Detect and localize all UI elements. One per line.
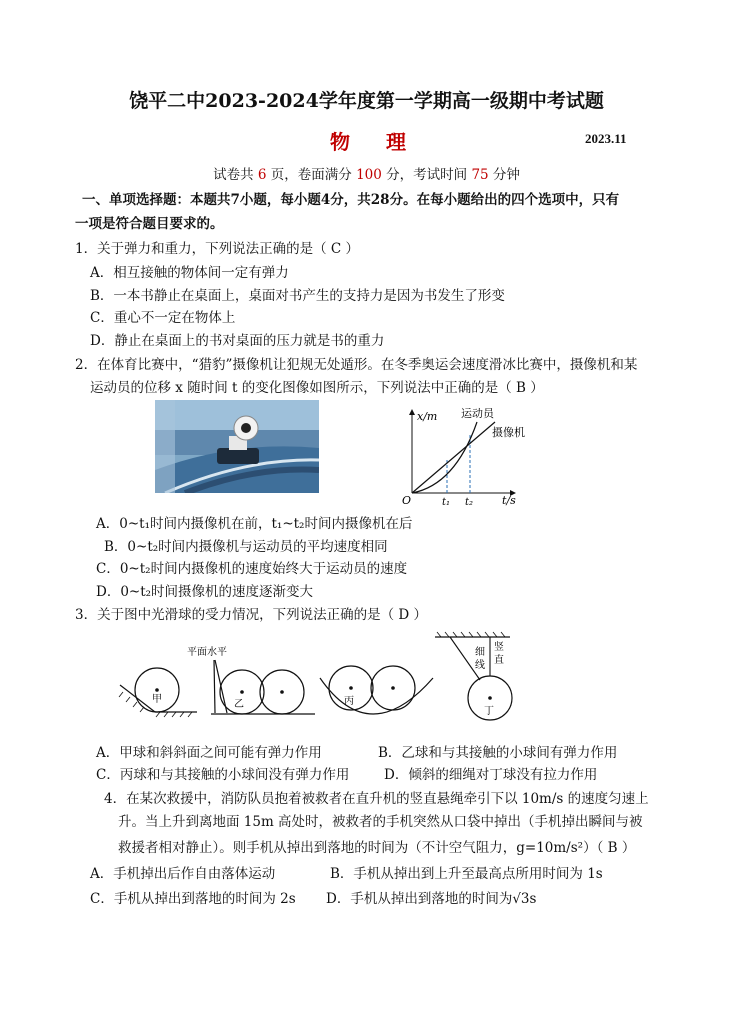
jia-label: 甲 <box>152 694 162 705</box>
t1-label: t₁ <box>442 497 451 508</box>
q4-stem-line2: 升。当上升到离地面 15m 高处时，被救者的手机突然从口袋中掉出（手机掉出瞬间与被 <box>118 814 643 830</box>
exam-date: 2023.11 <box>585 131 627 146</box>
q1-stem: 1．关于弹力和重力，下列说法正确的是（ C ） <box>75 241 360 257</box>
q2-option-d: D．0~t₂时间摄像机的速度逐渐变大 <box>96 584 314 600</box>
q3-stem: 3．关于图中光滑球的受力情况，下列说法正确的是（ D ） <box>75 607 427 623</box>
q4-option-d: D．手机从掉出到落地的时间为√3s <box>326 891 537 907</box>
q1-option-d: D．静止在桌面上的书对桌面的压力就是书的重力 <box>90 333 385 349</box>
q2-option-b: B．0~t₂时间内摄像机与运动员的平均速度相同 <box>104 539 388 555</box>
subject-title: 物 理 <box>330 130 408 154</box>
q1-option-a: A．相互接触的物体间一定有弹力 <box>90 265 289 281</box>
x-axis-label: t/s <box>502 494 516 507</box>
yi-label: 乙 <box>234 699 244 710</box>
q3-option-a: A．甲球和斜斜面之间可能有弹力作用 <box>96 745 322 761</box>
q2-option-c: C．0~t₂时间内摄像机的速度始终大于运动员的速度 <box>96 561 408 577</box>
ball-ding-figure <box>435 632 512 720</box>
q2-stem-line1: 2．在体育比赛中，“猎豹”摄像机让犯规无处遁形。在冬季奥运会速度滑冰比赛中，摄像机和某 <box>75 357 638 373</box>
plane-label: 平面水平 <box>187 647 227 658</box>
camera-photo <box>155 400 319 493</box>
ball-diagrams <box>115 630 535 735</box>
q3-option-b: B．乙球和与其接触的小球间有弹力作用 <box>378 745 618 761</box>
ding-label: 丁 <box>484 706 494 717</box>
athlete-label: 运动员 <box>461 407 494 420</box>
xt-graph <box>395 400 525 510</box>
q4-stem-line1: 4．在某次救援中，消防队员抱着被救者在直升机的竖直悬绳牵引下以 10m/s 的速度匀速上 <box>104 791 649 807</box>
q3-option-d: D．倾斜的细绳对丁球没有拉力作用 <box>384 767 598 783</box>
y-axis-label: x/m <box>417 410 438 423</box>
q1-option-b: B．一本书静止在桌面上，桌面对书产生的支持力是因为书发生了形变 <box>90 288 505 304</box>
q4-stem-line3: 救援者相对静止）。则手机从掉出到落地的时间为（不计空气阻力，g=10m/s²）（ B ） <box>118 840 636 856</box>
q2-option-a: A．0~t₁时间内摄像机在前，t₁~t₂时间内摄像机在后 <box>96 516 413 532</box>
vertical-label-2: 直 <box>494 655 504 666</box>
rope-label-1: 细 <box>475 647 485 658</box>
t2-label: t₂ <box>465 497 474 508</box>
exam-title: 饶平二中2023-2024学年度第一学期高一级期中考试题 <box>129 90 604 112</box>
camera-line <box>412 422 495 493</box>
ball-yi-figure <box>187 645 315 714</box>
camera-label: 摄像机 <box>492 426 525 439</box>
ball-jia-figure <box>119 668 197 717</box>
section-heading-line2: 一项是符合题目要求的。 <box>75 216 224 232</box>
vertical-label-1: 竖 <box>494 642 504 653</box>
exam-info: 试卷共 6 页，卷面满分 100 分，考试时间 75 分钟 <box>213 167 520 183</box>
q3-option-c: C．丙球和与其接触的小球间没有弹力作用 <box>96 767 350 783</box>
q2-stem-line2: 运动员的位移 x 随时间 t 的变化图像如图所示，下列说法中正确的是（ B ） <box>90 380 544 396</box>
rope-label-2: 线 <box>475 660 485 671</box>
ball-bing-figure <box>320 666 433 714</box>
q4-option-b: B．手机从掉出到上升至最高点所用时间为 1s <box>330 866 603 882</box>
bing-label: 丙 <box>344 696 354 707</box>
q4-option-c: C．手机从掉出到落地的时间为 2s <box>90 891 296 907</box>
athlete-curve <box>412 422 477 493</box>
q1-option-c: C．重心不一定在物体上 <box>90 310 236 326</box>
origin-label: O <box>402 494 412 507</box>
section-heading-line1: 一、单项选择题：本题共7小题，每小题4分，共28分。在每小题给出的四个选项中，只有 <box>82 192 620 208</box>
q4-option-a: A．手机掉出后作自由落体运动 <box>90 866 276 882</box>
